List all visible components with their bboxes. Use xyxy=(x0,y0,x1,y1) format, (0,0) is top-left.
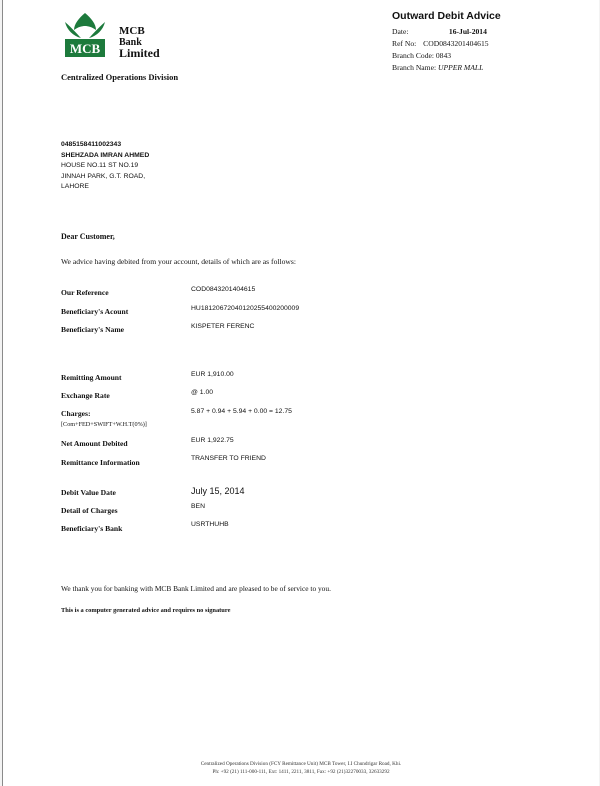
beneficiary-account-value: HU18120672040120255400200009 xyxy=(191,305,300,312)
advice-header xyxy=(392,10,501,75)
branch-code-value: 0843 xyxy=(435,51,452,60)
branch-name-label: Branch Name: xyxy=(392,63,437,72)
charges-value: 5.87 + 0.94 + 5.94 + 0.00 = 12.75 xyxy=(191,408,292,415)
footer-contact: Ph: +92 (21) 111-000-111, Ext: 1411, 2211, 3811, Fax: +92 (21)32270033, 32633292 xyxy=(212,769,390,775)
greeting: Dear Customer, xyxy=(61,232,115,241)
beneficiary-bank-value: USRTHUHB xyxy=(191,521,229,528)
remittance-info-label: Remittance Information xyxy=(61,458,140,467)
advice-title: Outward Debit Advice xyxy=(392,10,501,22)
customer-block xyxy=(61,140,149,193)
bank-name xyxy=(119,26,160,59)
ref-label: Ref No: xyxy=(392,39,417,48)
remittance-info-value: TRANSFER TO FRIEND xyxy=(191,455,266,462)
charges-label: Charges: xyxy=(61,409,91,418)
ref-value: COD0843201404615 xyxy=(423,39,489,48)
remitting-amount-label: Remitting Amount xyxy=(61,373,122,382)
debit-value-date-label: Debit Value Date xyxy=(61,488,116,497)
address-line3: LAHORE xyxy=(61,183,89,190)
our-reference-value: COD0843201404615 xyxy=(191,286,256,293)
bank-name-line1: MCB xyxy=(119,25,145,37)
logo-text: MCB xyxy=(69,41,101,56)
exchange-rate-value: @ 1.00 xyxy=(191,389,214,396)
date-value: 16-Jul-2014 xyxy=(448,27,487,36)
our-reference-label: Our Reference xyxy=(61,288,109,297)
remitting-amount-value: EUR 1,910.00 xyxy=(191,371,234,378)
advice-ref-row xyxy=(392,39,501,51)
beneficiary-bank-label: Beneficiary's Bank xyxy=(61,524,123,533)
detail-of-charges-label: Detail of Charges xyxy=(61,506,118,515)
thank-you-text: We thank you for banking with MCB Bank Limited and are pleased to be of service to you. xyxy=(61,584,331,593)
charges-breakdown-label: [Com+FED+SWIFT+W.H.T(0%)] xyxy=(61,421,147,428)
net-amount-value: EUR 1,922.75 xyxy=(191,437,234,444)
branch-name-row xyxy=(392,63,501,75)
mcb-logo-icon xyxy=(61,10,109,62)
advice-date-row xyxy=(392,27,501,39)
beneficiary-name-value: KISPETER FERENC xyxy=(191,323,255,330)
beneficiary-account-label: Beneficiary's Acount xyxy=(61,307,129,316)
branch-code-row xyxy=(392,51,501,63)
date-label: Date: xyxy=(392,27,409,36)
customer-name: SHEHZADA IMRAN AHMED xyxy=(61,151,150,159)
address-line1: HOUSE NO.11 ST NO.19 xyxy=(61,162,139,169)
address-line2: JINNAH PARK, G.T. ROAD, xyxy=(61,172,146,180)
intro-text: We advice having debited from your account, details of which are as follows: xyxy=(61,257,296,266)
bank-name-line3: Limited xyxy=(119,46,160,60)
branch-name-value: UPPER MALL xyxy=(437,63,484,72)
branch-code-label: Branch Code: xyxy=(392,51,434,60)
division-name: Centralized Operations Division xyxy=(61,72,179,82)
detail-of-charges-value: BEN xyxy=(191,503,205,510)
exchange-rate-label: Exchange Rate xyxy=(61,391,110,400)
net-amount-label: Net Amount Debited xyxy=(61,439,128,448)
footer-address: Centralized Operations Division (FCY Remittance Unit) MCB Tower, I.I Chundrigar Road, Khi. xyxy=(200,761,402,767)
account-number: 0485158411002343 xyxy=(61,141,122,148)
debit-value-date-value: July 15, 2014 xyxy=(191,486,245,496)
footer xyxy=(3,760,599,776)
no-signature-note: This is a computer generated advice and requires no signature xyxy=(61,607,231,614)
debit-advice-page xyxy=(2,0,599,786)
beneficiary-name-label: Beneficiary's Name xyxy=(61,325,125,334)
bank-name-line2: Bank xyxy=(119,37,142,48)
